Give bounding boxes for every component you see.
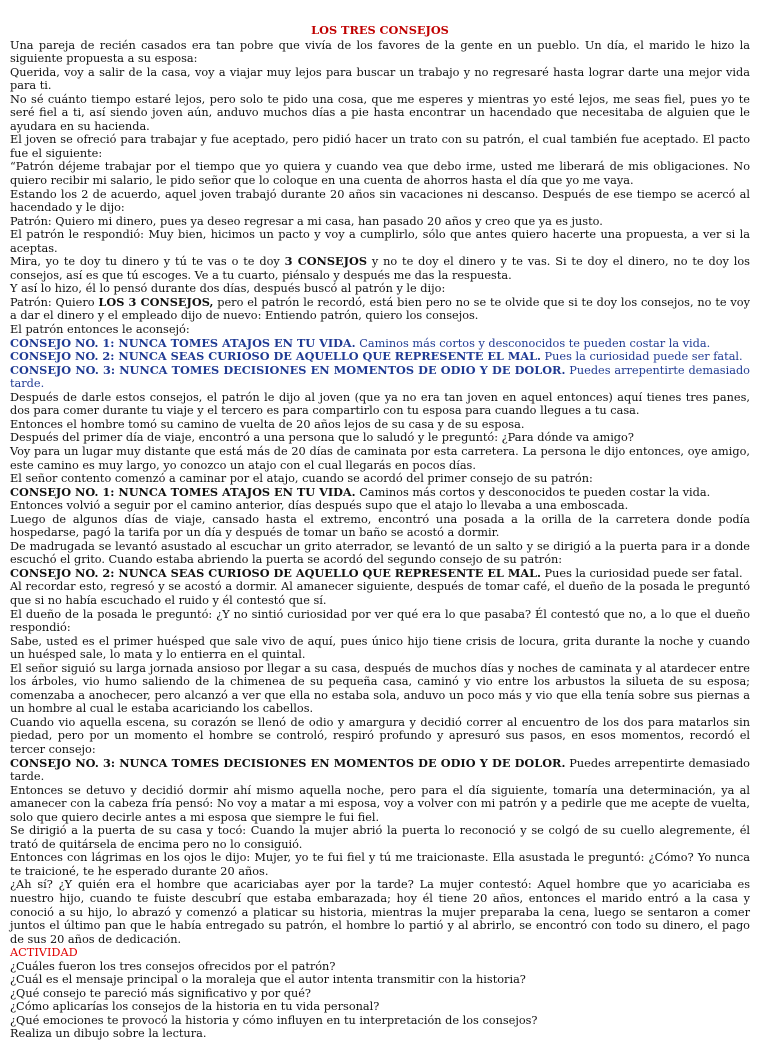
- paragraph: De madrugada se levantó asustado al escuchar un grito aterrador, se levantó de un salto y se dirigió a la puerta para ir a donde escuchó el grito. Cuando estaba abriendo la puerta se acordó del segundo consejo de su patrón:: [10, 539, 750, 567]
- consejo-text: Puedes arrepentirte demasiado tarde.: [10, 363, 750, 391]
- consejo-text: Puedes arrepentirte demasiado tarde.: [10, 756, 750, 784]
- activity-heading: ACTIVIDAD: [10, 946, 78, 960]
- paragraph: Estando los 2 de acuerdo, aquel joven trabajó durante 20 años sin vacaciones ni descanso. Después de ese tiempo se acercó al hacendado y le dijo:: [10, 187, 750, 215]
- paragraph: Cuando vio aquella escena, su corazón se llenó de odio y amargura y decidió correr al encuentro de los dos para matarlos sin piedad, pero por un momento el hombre se controló, respiró profundo y apresuró sus pasos, en esos momentos, recordó el tercer consejo:: [10, 715, 750, 756]
- activity-question: Realiza un dibujo sobre la lectura.: [10, 1027, 207, 1041]
- consejo-3-recall: [10, 757, 750, 784]
- consejo-3-blue: [10, 364, 750, 391]
- consejo-heading: CONSEJO NO. 1: NUNCA TOMES ATAJOS EN TU VIDA.: [10, 335, 356, 350]
- consejo-2-blue: [10, 350, 750, 364]
- document-title: LOS TRES CONSEJOS: [311, 23, 449, 37]
- paragraph: Voy para un lugar muy distante que está más de 20 días de caminata por esta carretera. La persona le dijo entonces, oye amigo, este camino es muy largo, yo conozco un atajo con el cual llegarás en pocos días.: [10, 444, 750, 472]
- consejo-heading: CONSEJO NO. 3: NUNCA TOMES DECISIONES EN MOMENTOS DE ODIO Y DE DOLOR.: [10, 362, 566, 377]
- activity-question: ¿Qué emociones te provocó la historia y cómo influyen en tu interpretación de los consejos?: [10, 1013, 538, 1027]
- consejo-text: Pues la curiosidad puede ser fatal.: [540, 566, 743, 580]
- consejo-text: Caminos más cortos y desconocidos te pueden costar la vida.: [355, 336, 711, 350]
- paragraph: No sé cuánto tiempo estaré lejos, pero solo te pido una cosa, que me esperes y mientras yo esté lejos, me seas fiel, pues yo te seré fiel a ti, así siendo joven aún, anduvo muchos días a pie hasta encontrar un hacendado que necesitaba de alguien que le ayudara en su hacienda.: [10, 92, 750, 133]
- paragraph: Después del primer día de viaje, encontró a una persona que lo saludó y le preguntó: ¿Para dónde va amigo?: [10, 431, 634, 445]
- consejo-heading: CONSEJO NO. 2: NUNCA SEAS CURIOSO DE AQUELLO QUE REPRESENTE EL MAL.: [10, 565, 541, 580]
- text-span: Mira, yo te doy tu dinero y tú te vas o te doy: [10, 255, 285, 269]
- paragraph: Patrón: Quiero mi dinero, pues ya deseo regresar a mi casa, han pasado 20 años y creo que ya es justo.: [10, 214, 603, 228]
- paragraph: El joven se ofreció para trabajar y fue aceptado, pero pidió hacer un trato con su patrón, el cual también fue aceptado. El pacto fue el siguiente:: [10, 133, 750, 160]
- consejo-heading: CONSEJO NO. 3: NUNCA TOMES DECISIONES EN MOMENTOS DE ODIO Y DE DOLOR.: [10, 755, 566, 770]
- text-span: Patrón: Quiero: [10, 295, 99, 309]
- paragraph: Una pareja de recién casados era tan pobre que vivía de los favores de la gente en un pueblo. Un día, el marido le hizo la siguiente propuesta a su esposa:: [10, 38, 750, 66]
- paragraph: El patrón entonces le aconsejó:: [10, 323, 190, 337]
- consejo-2-recall: [10, 567, 750, 581]
- consejo-heading: CONSEJO NO. 2: NUNCA SEAS CURIOSO DE AQUELLO QUE REPRESENTE EL MAL.: [10, 349, 541, 364]
- paragraph: Entonces se detuvo y decidió dormir ahí mismo aquella noche, pero para el día siguiente, tomaría una determinación, ya al amanecer con la cabeza fría pensó: No voy a matar a mi esposa, voy a volver con mi patrón y a pedirle que me acepte de vuelta, solo que quiero decirle antes a mi esposa que siempre le fui fiel.: [10, 783, 750, 824]
- consejo-1-recall: [10, 486, 750, 500]
- paragraph: ¿Ah sí? ¿Y quién era el hombre que acariciabas ayer por la tarde? La mujer contestó: Aquel hombre que yo acariciaba es nuestro hijo, cuando te fuiste descubrí que estaba embarazada; hoy él tiene 20 años, entonces el marido entró a la casa y conoció a su hijo, lo abrazó y comenzó a platicar su historia, mientras la mujer preparaba la cena, luego se sentaron a comer juntos el último pan que le había entregado su patrón, el hombre lo partió y al abrirlo, se encontró con todo su dinero, el pago de sus 20 años de dedicación.: [10, 878, 750, 946]
- paragraph: Entonces el hombre tomó su camino de vuelta de 20 años lejos de su casa y de su esposa.: [10, 417, 525, 431]
- activity-question: ¿Cuál es el mensaje principal o la moraleja que el autor intenta transmitir con la historia?: [10, 973, 526, 987]
- consejo-text: Caminos más cortos y desconocidos te pueden costar la vida.: [355, 485, 711, 499]
- paragraph: El señor siguió su larga jornada ansioso por llegar a su casa, después de muchos días y noches de caminata y al atardecer entre los árboles, vio humo saliendo de la chimenea de su pequeña casa, caminó y vio entre los arbustos la silueta de su esposa; comenzaba a anochecer, pero alcanzó a ver que ella no estaba sola, anduvo un poco más y vio que ella tenía sobre sus piernas a un hombre al cual le estaba acariciando los cabellos.: [10, 661, 750, 716]
- paragraph: Se dirigió a la puerta de su casa y tocó: Cuando la mujer abrió la puerta lo reconoció y se colgó de su cuello alegremente, él trató de quitársela de encima pero no lo consiguió.: [10, 824, 750, 851]
- emphasis-text: LOS 3 CONSEJOS,: [98, 294, 214, 309]
- paragraph: “Patrón déjeme trabajar por el tiempo que yo quiera y cuando vea que debo irme, usted me liberará de mis obligaciones. No quiero recibir mi salario, le pido señor que lo coloque en una cuenta de ahorros hasta el día que yo me vaya.: [10, 160, 750, 188]
- activity-question: ¿Qué consejo te pareció más significativo y por qué?: [10, 986, 311, 1000]
- text-span: pero el patrón le recordó, está bien pero no se te olvide que si te doy los consejos, no te voy a dar el dinero y el empleado dijo de nuevo: Entiendo patrón, quiero los consejos.: [10, 295, 750, 323]
- paragraph: El dueño de la posada le preguntó: ¿Y no sintió curiosidad por ver qué era lo que pasaba? Él contestó que no, a lo que el dueño respondió:: [10, 607, 750, 635]
- paragraph: Después de darle estos consejos, el patrón le dijo al joven (que ya no era tan joven en aquel entonces) aquí tienes tres panes, dos para comer durante tu viaje y el tercero es para compartirlo con tu esposa para cuando llegues a tu casa.: [10, 390, 750, 418]
- paragraph: Entonces volvió a seguir por el camino anterior, días después supo que el atajo lo llevaba a una emboscada.: [10, 499, 629, 513]
- paragraph: Al recordar esto, regresó y se acostó a dormir. Al amanecer siguiente, después de tomar café, el dueño de la posada le preguntó que si no había escuchado el ruido y él contestó que sí.: [10, 580, 750, 607]
- paragraph: Sabe, usted es el primer huésped que sale vivo de aquí, pues único hijo tiene crisis de locura, grita durante la noche y cuando un huésped sale, lo mata y lo entierra en el quintal.: [10, 634, 750, 662]
- paragraph: Y así lo hizo, él lo pensó durante dos días, después buscó al patrón y le dijo:: [10, 282, 446, 296]
- consejo-1-blue: [10, 337, 750, 351]
- activity-question: ¿Cómo aplicarías los consejos de la historia en tu vida personal?: [10, 1000, 380, 1014]
- paragraph: Luego de algunos días de viaje, cansado hasta el extremo, encontró una posada a la orilla de la carretera donde podía hospedarse, pagó la tarifa por un día y después de tomar un baño se acostó a dormir.: [10, 512, 750, 540]
- paragraph: [10, 255, 750, 282]
- paragraph: Entonces con lágrimas en los ojos le dijo: Mujer, yo te fui fiel y tú me traicionaste. Ella asustada le preguntó: ¿Cómo? Yo nunca te traicioné, te he esperado durante 20 años.: [10, 851, 750, 878]
- text-span: y no te doy el dinero y te vas. Si te doy el dinero, no te doy los consejos, así es que tú escoges. Ve a tu cuarto, piénsalo y después me das la respuesta.: [10, 255, 750, 282]
- activity-question: ¿Cuáles fueron los tres consejos ofrecidos por el patrón?: [10, 959, 336, 973]
- paragraph: Querida, voy a salir de la casa, voy a viajar muy lejos para buscar un trabajo y no regresaré hasta lograr darte una mejor vida para ti.: [10, 65, 750, 93]
- paragraph: [10, 296, 750, 323]
- paragraph: El patrón le respondió: Muy bien, hicimos un pacto y voy a cumplirlo, sólo que antes quiero hacerte una propuesta, a ver si la aceptas.: [10, 228, 750, 255]
- consejo-heading: CONSEJO NO. 1: NUNCA TOMES ATAJOS EN TU VIDA.: [10, 484, 356, 499]
- emphasis-text: 3 CONSEJOS: [284, 254, 367, 269]
- paragraph: El señor contento comenzó a caminar por el atajo, cuando se acordó del primer consejo de su patrón:: [10, 472, 593, 486]
- consejo-text: Pues la curiosidad puede ser fatal.: [540, 350, 743, 364]
